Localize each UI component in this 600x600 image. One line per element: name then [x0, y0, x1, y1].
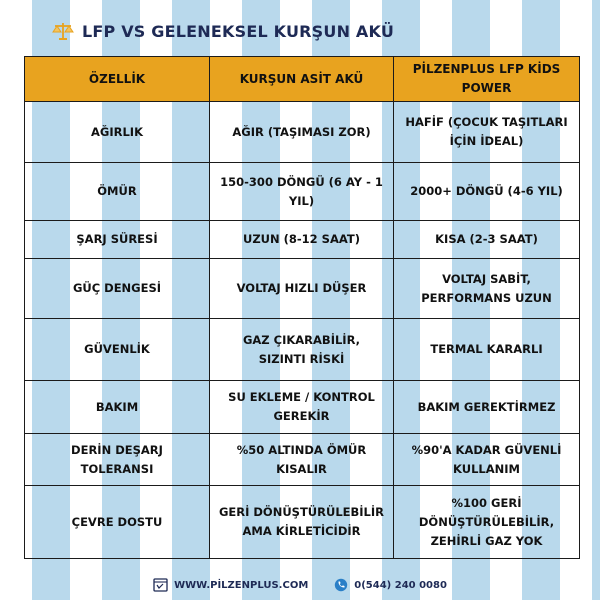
- phone-contact[interactable]: [334, 578, 447, 592]
- footer: [0, 570, 600, 600]
- feature-cell: BAKIM: [25, 381, 210, 434]
- header-lfp: PİLZENPLUS LFP KİDS POWER: [394, 57, 580, 102]
- lfp-cell: %100 GERİ DÖNÜŞTÜRÜLEBİLİR, ZEHİRLİ GAZ YOK: [394, 486, 580, 559]
- feature-cell: DERİN DEŞARJ TOLERANSI: [25, 434, 210, 486]
- comparison-table: [24, 56, 580, 559]
- header-lead-acid: KURŞUN ASİT AKÜ: [210, 57, 394, 102]
- page-title: [52, 16, 394, 46]
- lfp-cell: 2000+ DÖNGÜ (4-6 YIL): [394, 163, 580, 221]
- lead-acid-cell: GERİ DÖNÜŞTÜRÜLEBİLİR AMA KİRLETİCİDİR: [210, 486, 394, 559]
- feature-cell: ŞARJ SÜRESİ: [25, 221, 210, 259]
- feature-cell: AĞIRLIK: [25, 102, 210, 163]
- table-header-row: [25, 57, 580, 102]
- lead-acid-cell: SU EKLEME / KONTROL GEREKİR: [210, 381, 394, 434]
- table-row: [25, 381, 580, 434]
- lfp-cell: TERMAL KARARLI: [394, 319, 580, 381]
- website-link[interactable]: WWW.PİLZENPLUS.COM: [174, 579, 309, 591]
- lfp-cell: HAFİF (ÇOCUK TAŞITLARI İÇİN İDEAL): [394, 102, 580, 163]
- lead-acid-cell: %50 ALTINDA ÖMÜR KISALIR: [210, 434, 394, 486]
- table-row: [25, 163, 580, 221]
- lfp-cell: %90'A KADAR GÜVENLİ KULLANIM: [394, 434, 580, 486]
- lead-acid-cell: UZUN (8-12 SAAT): [210, 221, 394, 259]
- scale-icon: [52, 20, 74, 42]
- table-row: [25, 434, 580, 486]
- table-row: [25, 319, 580, 381]
- feature-cell: ÖMÜR: [25, 163, 210, 221]
- lfp-cell: VOLTAJ SABİT, PERFORMANS UZUN: [394, 259, 580, 319]
- website-contact[interactable]: [153, 578, 308, 592]
- phone-icon: [334, 578, 348, 592]
- lfp-cell: BAKIM GEREKTİRMEZ: [394, 381, 580, 434]
- table-row: [25, 486, 580, 559]
- table-row: [25, 259, 580, 319]
- shop-icon: [153, 578, 168, 592]
- phone-number[interactable]: 0(544) 240 0080: [354, 579, 447, 591]
- header-feature: ÖZELLİK: [25, 57, 210, 102]
- lead-acid-cell: VOLTAJ HIZLI DÜŞER: [210, 259, 394, 319]
- title-text: LFP VS GELENEKSEL KURŞUN AKÜ: [82, 21, 395, 41]
- feature-cell: GÜÇ DENGESİ: [25, 259, 210, 319]
- feature-cell: ÇEVRE DOSTU: [25, 486, 210, 559]
- table-row: [25, 221, 580, 259]
- lead-acid-cell: 150-300 DÖNGÜ (6 AY - 1 YIL): [210, 163, 394, 221]
- feature-cell: GÜVENLİK: [25, 319, 210, 381]
- lfp-cell: KISA (2-3 SAAT): [394, 221, 580, 259]
- table-row: [25, 102, 580, 163]
- lead-acid-cell: AĞIR (TAŞIMASI ZOR): [210, 102, 394, 163]
- lead-acid-cell: GAZ ÇIKARABİLİR, SIZINTI RİSKİ: [210, 319, 394, 381]
